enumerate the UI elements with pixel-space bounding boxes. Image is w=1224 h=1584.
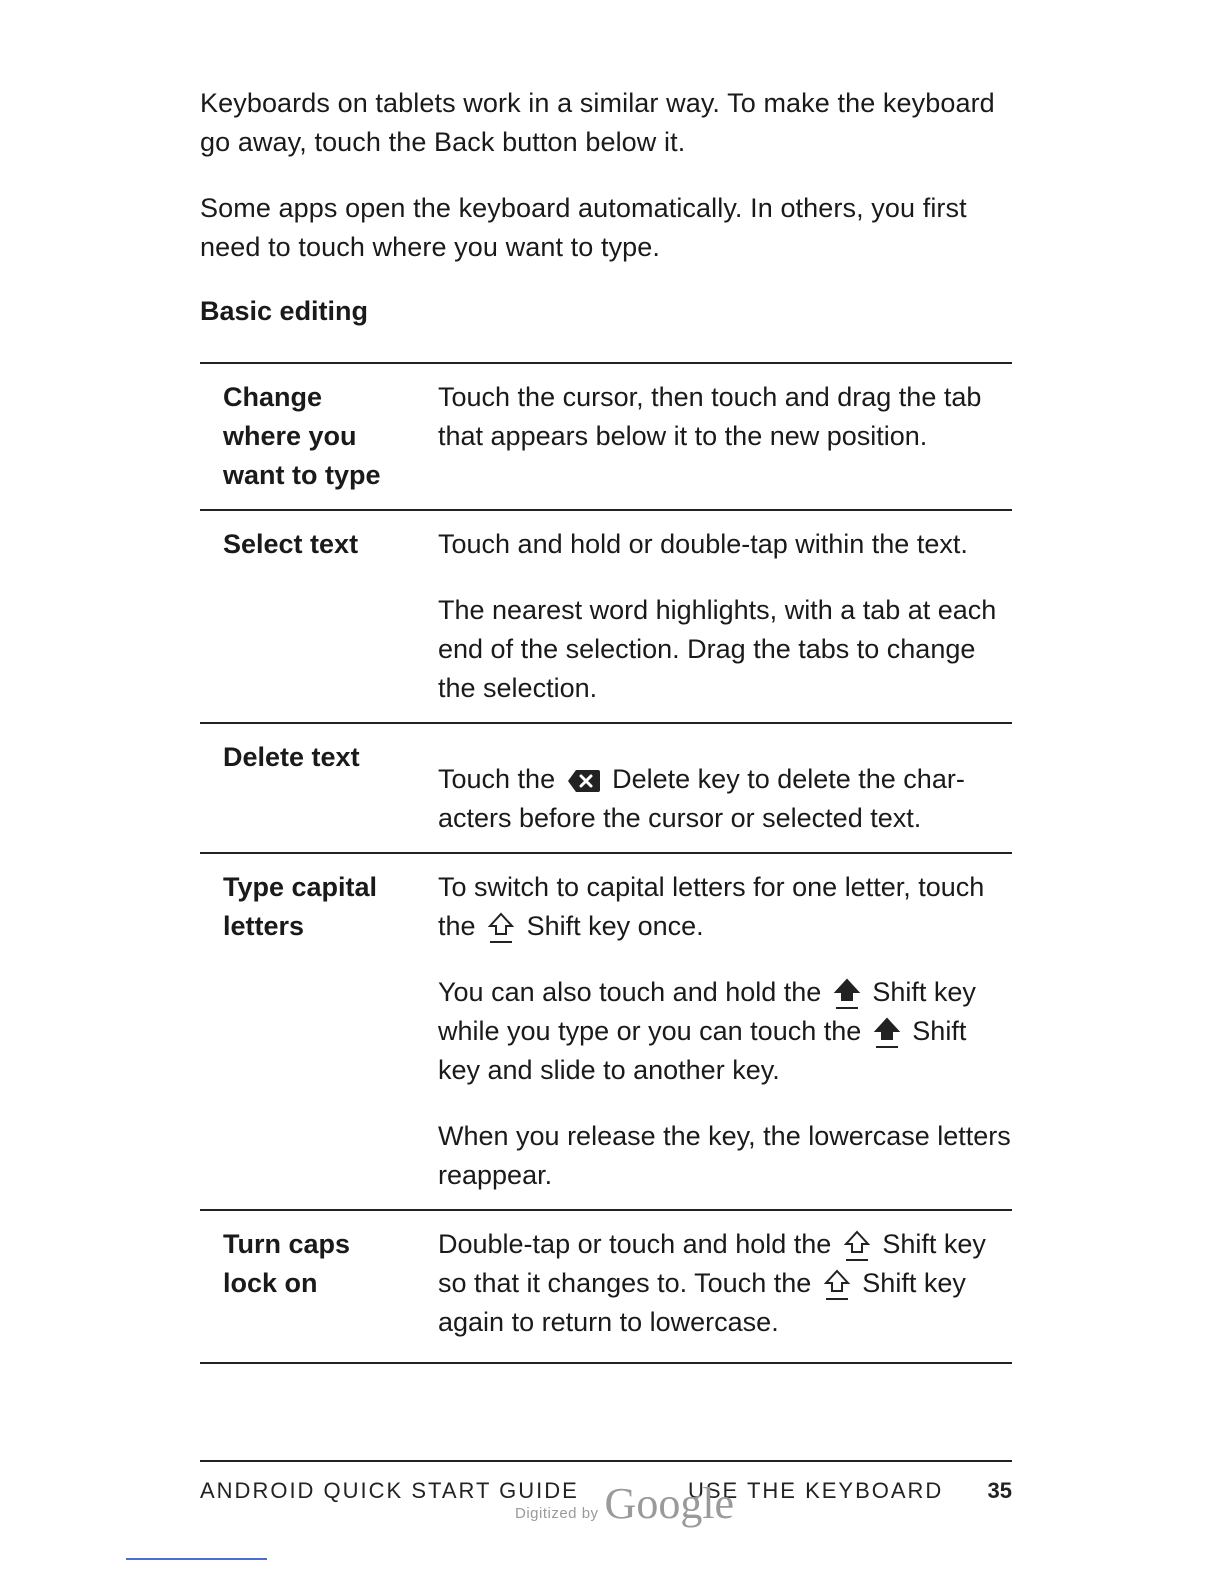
table-row xyxy=(200,854,1012,1211)
shift-outline-icon xyxy=(487,911,515,945)
row-term xyxy=(200,378,414,495)
delete-key-icon xyxy=(567,769,601,793)
bottom-rule xyxy=(126,1558,267,1560)
watermark-small-text: Digitized by xyxy=(515,1505,599,1522)
term-line: letters xyxy=(223,911,305,941)
intro-paragraph-1: Keyboards on tablets work in a similar way. To make the keyboard go away, touch the Back button below it. xyxy=(200,88,995,157)
text-fragment: Shift key so that it changes to. Touch the xyxy=(438,1229,986,1298)
footer-book-title: ANDROID QUICK START GUIDE xyxy=(200,1478,579,1503)
row-description xyxy=(414,525,1012,708)
text-fragment: Delete key to delete the char-acters before the cursor or selected text. xyxy=(438,764,965,833)
row-term xyxy=(200,868,414,1195)
section-title: Basic editing xyxy=(200,296,369,326)
description-text xyxy=(438,760,1012,838)
page-content xyxy=(200,84,1012,1364)
term-line: Delete text xyxy=(223,742,360,772)
term-line: Select text xyxy=(223,529,359,559)
text-fragment: Shift key again to return to lowercase. xyxy=(438,1268,966,1337)
description-text: The nearest word highlights, with a tab at each end of the selection. Drag the tabs to change the selection. xyxy=(438,595,997,703)
text-fragment: Shift key while you type or you can touch the xyxy=(438,977,976,1046)
description-text xyxy=(438,973,1012,1090)
text-fragment: To switch to capital letters for one letter, touch the xyxy=(438,872,985,941)
term-line: want to type xyxy=(223,460,381,490)
row-term xyxy=(200,1225,414,1342)
row-description xyxy=(414,738,1012,838)
description-text xyxy=(438,868,1012,946)
term-line: lock on xyxy=(223,1268,318,1298)
footer-chapter-title: USE THE KEYBOARD xyxy=(688,1478,944,1503)
term-line: Turn caps xyxy=(223,1229,351,1259)
shift-outline-icon xyxy=(823,1268,851,1302)
shift-filled-icon xyxy=(833,977,861,1011)
description-text xyxy=(438,1225,1012,1342)
description-text: Touch the cursor, then touch and drag the tab that appears below it to the new position. xyxy=(438,382,982,451)
row-description xyxy=(414,868,1012,1195)
text-fragment: Shift key once. xyxy=(526,911,704,941)
table-row xyxy=(200,724,1012,854)
shift-filled-icon xyxy=(873,1016,901,1050)
term-line: Type capital xyxy=(223,872,378,902)
intro-paragraph-2: Some apps open the keyboard automatically. In others, you first need to touch where you want to type. xyxy=(200,193,967,262)
table-row xyxy=(200,364,1012,511)
table-row xyxy=(200,1211,1012,1364)
shift-outline-icon xyxy=(843,1229,871,1263)
editing-table xyxy=(200,362,1012,1364)
watermark-logo-text: Google xyxy=(604,1479,735,1528)
text-fragment: Shift key and slide to another key. xyxy=(438,1016,967,1085)
text-fragment: Touch the xyxy=(438,764,556,794)
description-text: When you release the key, the lowercase letters reappear. xyxy=(438,1121,1011,1190)
row-term xyxy=(200,525,414,708)
term-line: Change xyxy=(223,382,323,412)
table-row xyxy=(200,511,1012,724)
text-fragment: You can also touch and hold the xyxy=(438,977,822,1007)
row-description xyxy=(414,1225,1012,1342)
row-description xyxy=(414,378,1012,495)
page-number: 35 xyxy=(987,1478,1012,1503)
page-footer xyxy=(200,1460,1012,1503)
digitized-watermark xyxy=(515,1478,734,1529)
description-text: Touch and hold or double-tap within the text. xyxy=(438,529,968,559)
term-line: where you xyxy=(223,421,357,451)
row-term xyxy=(200,738,414,838)
text-fragment: Double-tap or touch and hold the xyxy=(438,1229,832,1259)
